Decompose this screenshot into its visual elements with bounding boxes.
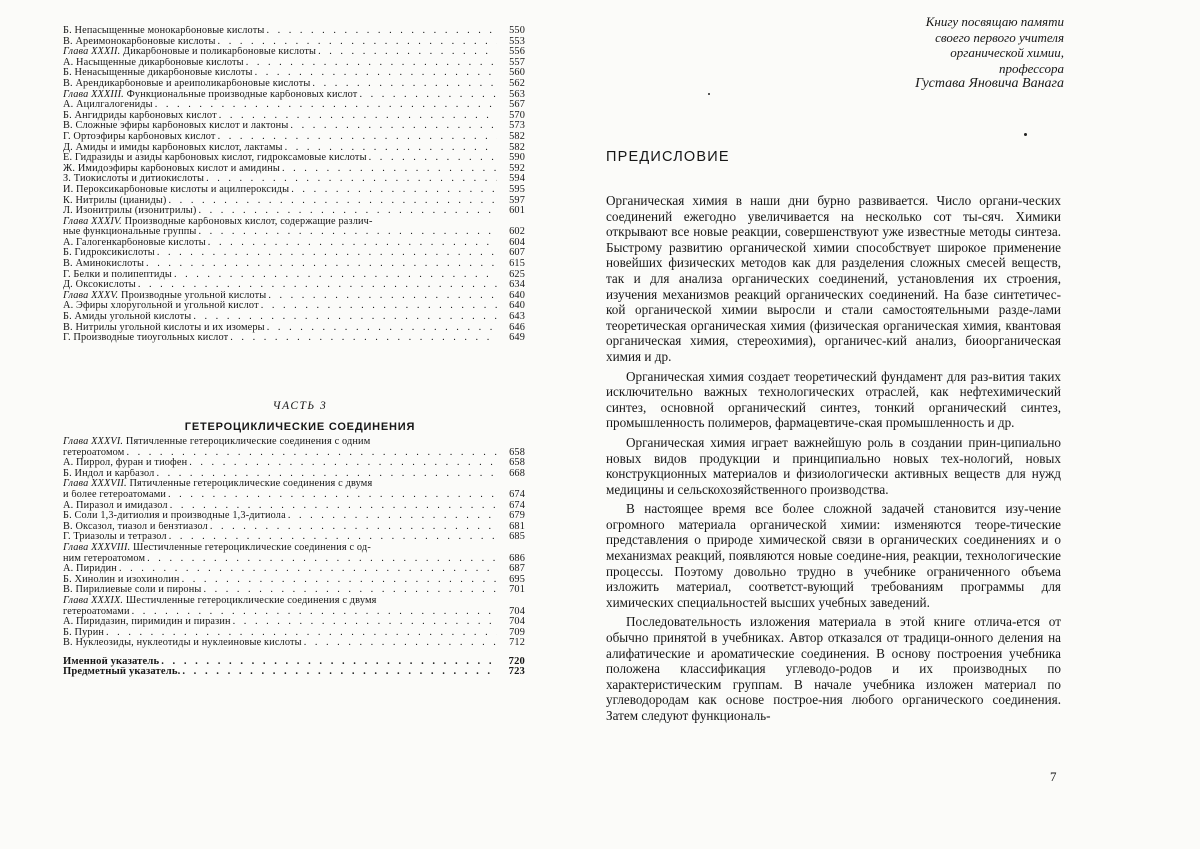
- toc-row: [63, 143, 525, 154]
- toc-row: [63, 585, 525, 596]
- toc-entry-title: [63, 90, 357, 101]
- toc-leader-dots: [124, 448, 497, 459]
- toc-page-number: 601: [509, 206, 525, 217]
- toc-page-number: 582: [509, 131, 525, 142]
- toc-page-number: 602: [509, 227, 525, 238]
- toc-row: [63, 458, 525, 469]
- toc-page-number: 658: [509, 458, 525, 469]
- toc-leader-dots: [266, 291, 497, 302]
- toc-chapter-title: Шестичленные гетероциклические соединения с од-: [133, 542, 371, 553]
- toc-entry-title: гетероатомами: [63, 606, 130, 617]
- part-label: ЧАСТЬ 3: [272, 400, 328, 412]
- toc-entry-title: [63, 479, 372, 490]
- toc-row: [63, 132, 525, 143]
- toc-page-number: 553: [509, 36, 525, 47]
- toc-page-number: 573: [509, 121, 525, 132]
- toc-page-number: 563: [509, 89, 525, 100]
- toc-chapter-title: Функциональные производные карбоновых кислот: [126, 89, 358, 100]
- toc-row: [63, 469, 525, 480]
- toc-entry-title: Предметный указатель.: [63, 667, 181, 678]
- toc-chapter-label: Глава XXXII.: [63, 47, 124, 58]
- toc-row: [63, 301, 525, 312]
- toc-leader-dots: [216, 37, 497, 48]
- toc-row: [63, 511, 525, 522]
- toc-row: [63, 657, 525, 668]
- right-page: [600, 0, 1200, 849]
- toc-row: [63, 280, 525, 291]
- toc-chapter-row: [63, 596, 525, 607]
- toc-row: [63, 121, 525, 132]
- toc-entry-title: ные функциональные группы: [63, 227, 197, 238]
- toc-entry-title: В. Ареимонокарбоновые кислоты: [63, 36, 216, 47]
- toc-leader-dots: [130, 607, 497, 618]
- preface-title: ПРЕДИСЛОВИЕ: [606, 149, 730, 165]
- toc-row: [63, 564, 525, 575]
- toc-entry-title: [63, 596, 377, 607]
- toc-entry-title: Б. Пурин: [63, 627, 105, 638]
- toc-entry-title: З. Тиокислоты и дитиокислоты: [63, 174, 205, 185]
- toc-page-number: 567: [509, 100, 525, 111]
- toc-entry-title: Б. Индол и карбазол: [63, 468, 155, 479]
- print-speck: [708, 93, 710, 95]
- toc-entry-title: Г. Ортоэфиры карбоновых кислот: [63, 131, 216, 142]
- toc-entry-title: [63, 291, 266, 302]
- toc-entry-title: [63, 47, 316, 58]
- toc-entry-title: [63, 217, 373, 228]
- toc-page-number: 686: [509, 553, 525, 564]
- toc-leader-dots: [208, 522, 497, 533]
- toc-chapter-label: Глава XXXV.: [63, 290, 121, 301]
- toc-row: [63, 185, 525, 196]
- toc-leader-dots: [216, 132, 497, 143]
- part-title: ГЕТЕРОЦИКЛИЧЕСКИЕ СОЕДИНЕНИЯ: [184, 421, 416, 433]
- toc-row: [63, 58, 525, 69]
- toc-entry-title: Б. Соли 1,3-дитиолия и производные 1,3-дитиола: [63, 511, 286, 522]
- preface-body: [606, 193, 1061, 728]
- toc-entry-title: [63, 543, 371, 554]
- toc-leader-dots: [201, 585, 497, 596]
- toc-leader-dots: [155, 248, 497, 259]
- toc-row: [63, 248, 525, 259]
- toc-page-number: 570: [509, 110, 525, 121]
- toc-entry-title: Б. Ангидриды карбоновых кислот: [63, 110, 217, 121]
- toc-leader-dots: [289, 185, 497, 196]
- toc-chapter-row: [63, 217, 525, 228]
- toc-page-number: 674: [509, 489, 525, 500]
- toc-leader-dots: [288, 121, 497, 132]
- toc-chapter-title: Шестичленные гетероциклические соединения с двумя: [125, 595, 377, 606]
- toc-entry-title: И. Пероксикарбоновые кислоты и ацилпероксиды: [63, 184, 290, 195]
- toc-entry-title: В. Нитрилы угольной кислоты и их изомеры: [63, 322, 265, 333]
- toc-page-number: 704: [509, 617, 525, 628]
- toc-entry-title: В. Оксазол, тиазол и бензтиазол: [63, 521, 208, 532]
- toc-chapter-label: Глава XXXIII.: [63, 89, 127, 100]
- toc-page-number: 582: [509, 142, 525, 153]
- toc-chapter-title: Дикарбоновые и поликарбоновые кислоты: [123, 47, 317, 58]
- toc-leader-dots: [316, 47, 497, 58]
- toc-leader-dots: [310, 79, 497, 90]
- toc-chapter-row: [63, 90, 525, 101]
- toc-page-number: 550: [509, 26, 525, 36]
- toc-leader-dots: [253, 68, 497, 79]
- toc-entry-title: В. Нуклеозиды, нуклеотиды и нуклеиновые кислоты: [63, 638, 302, 649]
- toc-entry-title: А. Пиридазин, пиримидин и пиразин: [63, 617, 231, 628]
- toc-leader-dots: [196, 206, 497, 217]
- dedication-line: своего первого учителя: [935, 29, 1064, 45]
- toc-leader-dots: [217, 111, 497, 122]
- preface-paragraph: Последовательность изложения материала в этой книге отлича-ется от обычно принятой в учебниках. Автор отказался от традици-онного деления на алифатические и ароматические соединения. В основу построения учебника положена классификация углеводо-родов и их производных по характеристическим группам. В начале учебника изложен материал по углеводородам как основе построе-ния любого органического соединения. Затем следуют функциональ-: [606, 614, 1061, 723]
- toc-leader-dots: [367, 153, 497, 164]
- toc-leader-dots: [167, 532, 497, 543]
- page-number: 7: [1050, 769, 1057, 784]
- toc-page-number: 595: [509, 184, 525, 195]
- toc-chapter-label: Глава XXXVIII.: [63, 542, 134, 553]
- toc-leader-dots: [265, 323, 497, 334]
- toc-page-number: 592: [509, 163, 525, 174]
- toc-entry-title: В. Аминокислоты: [63, 259, 145, 270]
- toc-leader-dots: [144, 259, 497, 270]
- toc-leader-dots: [117, 564, 497, 575]
- toc-entry-title: А. Галогенкарбоновые кислоты: [63, 237, 206, 248]
- toc-row: [63, 628, 525, 639]
- toc-row: [63, 333, 525, 344]
- toc-entry-title: В. Арендикарбоновые и ареиполикарбоновые кислоты: [63, 78, 311, 89]
- toc-row: [63, 68, 525, 79]
- toc-entry-title: А. Ацилгалогениды: [63, 100, 153, 111]
- toc-row: [63, 554, 525, 565]
- toc-page-number: 640: [509, 301, 525, 312]
- toc-page-number: 594: [509, 174, 525, 185]
- toc-row: [63, 312, 525, 323]
- toc-page-number: 643: [509, 312, 525, 323]
- toc-page-number: 723: [508, 667, 525, 678]
- toc-chapter-row: [63, 543, 525, 554]
- toc-entry-title: Б. Хинолин и изохинолин: [63, 574, 180, 585]
- toc-page-number: 646: [509, 322, 525, 333]
- toc-chapter-label: Глава XXXIV.: [63, 216, 125, 227]
- toc-row: [63, 575, 525, 586]
- toc-page-number: 709: [509, 627, 525, 638]
- toc-page-number: 668: [509, 468, 525, 479]
- toc-row: [63, 37, 525, 48]
- toc-row: [63, 196, 525, 207]
- toc-page-number: 679: [509, 511, 525, 522]
- toc-row: [63, 522, 525, 533]
- toc-entry-title: [63, 437, 370, 448]
- toc-page-number: 674: [509, 500, 525, 511]
- toc-row: [63, 164, 525, 175]
- toc-page-number: 640: [509, 290, 525, 301]
- toc-row: [63, 607, 525, 618]
- toc-page-number: 562: [509, 78, 525, 89]
- toc-leader-dots: [145, 554, 497, 565]
- toc-leader-dots: [231, 617, 497, 628]
- toc-chapter-label: Глава XXXIX.: [63, 595, 126, 606]
- toc-page-number: 604: [509, 237, 525, 248]
- toc-leader-dots: [259, 301, 497, 312]
- toc-entry-title: Д. Амиды и имиды карбоновых кислот, лактамы: [63, 142, 283, 153]
- toc-entry-title: Б. Гидроксикислоты: [63, 248, 155, 259]
- toc-entry-title: и более гетероатомами: [63, 489, 167, 500]
- toc-row: [63, 174, 525, 185]
- toc-leader-dots: [196, 227, 497, 238]
- preface-paragraph: Органическая химия в наши дни бурно развивается. Число органи-ческих соединений ежегодно увеличивается на несколько сот ты-сяч. Химики открывают все новые реакции, совершенствуют уже известные методы синтеза. Быстрому развитию органической химии способствует широкое применение новейших физических методов как для разделения сложных смесей веществ, так и для анализа органических соединений, установления их строения, изучения механизмов реакций органических соединений. На базе синтетичес-кой органической химии выросли и стали самостоятельными разде-лами теоретическая органическая химия (физическая органическая химия, квантовая органическая химия, стереохимия), органичес-кий анализ, биоорганическая химия и др.: [606, 193, 1061, 364]
- toc-chapter-title: Пятичленные гетероциклические соединения с одним: [125, 437, 371, 447]
- toc-part2-tail: [63, 26, 525, 344]
- toc-entry-title: гетероатомом: [63, 447, 125, 458]
- toc-chapter-row: [63, 479, 525, 490]
- toc-chapter-row: [63, 291, 525, 302]
- toc-leader-dots: [244, 58, 497, 69]
- toc-leader-dots: [136, 280, 497, 291]
- toc-page-number: 685: [509, 532, 525, 543]
- toc-page-number: 625: [509, 269, 525, 280]
- toc-entry-title: В. Сложные эфиры карбоновых кислот и лактоны: [63, 121, 289, 132]
- toc-page-number: 615: [509, 259, 525, 270]
- toc-entry-title: Е. Гидразиды и азиды карбоновых кислот, гидроксамовые кислоты: [63, 153, 367, 164]
- toc-entry-title: А. Пиррол, фуран и тиофен: [63, 458, 188, 469]
- toc-entry-title: Г. Производные тиоугольных кислот: [63, 333, 229, 344]
- toc-leader-dots: [302, 638, 497, 649]
- toc-entry-title: А. Насыщенные дикарбоновые кислоты: [63, 57, 244, 68]
- toc-leader-dots: [172, 270, 497, 281]
- toc-row: [63, 667, 525, 678]
- toc-leader-dots: [191, 312, 497, 323]
- toc-row: [63, 448, 525, 459]
- toc-row: [63, 79, 525, 90]
- toc-row: [63, 227, 525, 238]
- toc-page-number: 557: [509, 57, 525, 68]
- toc-page-number: 597: [509, 195, 525, 206]
- toc-leader-dots: [206, 238, 497, 249]
- toc-leader-dots: [153, 100, 497, 111]
- toc-entry-title: Г. Триазолы и тетразол: [63, 532, 167, 543]
- toc-leader-dots: [154, 469, 497, 480]
- toc-chapter-label: Глава XXXVII.: [63, 479, 130, 490]
- toc-leader-dots: [204, 174, 497, 185]
- toc-leader-dots: [357, 90, 497, 101]
- toc-row: [63, 238, 525, 249]
- toc-leader-dots: [280, 164, 497, 175]
- toc-page-number: 681: [509, 521, 525, 532]
- toc-page-number: 701: [509, 585, 525, 596]
- toc-leader-dots: [180, 575, 497, 586]
- toc-entry-title: Д. Оксокислоты: [63, 280, 136, 291]
- dedication-line: Книгу посвящаю памяти: [925, 14, 1064, 29]
- toc-row: [63, 323, 525, 334]
- toc-page-number: 687: [509, 564, 525, 575]
- toc-row: [63, 532, 525, 543]
- toc-row: [63, 111, 525, 122]
- toc-entry-title: В. Пирилиевые соли и пироны: [63, 585, 202, 596]
- toc-page-number: 634: [509, 280, 525, 291]
- toc-leader-dots: [180, 667, 497, 678]
- toc-row: [63, 501, 525, 512]
- toc-entry-title: А. Пиразол и имидазол: [63, 500, 168, 511]
- toc-page-number: 560: [509, 68, 525, 79]
- toc-entry-title: А. Эфиры хлоругольной и угольной кислот: [63, 301, 259, 312]
- toc-entry-title: Именной указатель: [63, 656, 160, 667]
- toc-entry-title: Ж. Имидоэфиры карбоновых кислот и амидины: [63, 163, 280, 174]
- toc-leader-dots: [166, 490, 497, 501]
- print-speck: [1024, 133, 1027, 136]
- toc-leader-dots: [167, 196, 497, 207]
- toc-chapter-row: [63, 437, 525, 448]
- toc-chapter-title: Пятичленные гетероциклические соединения с двумя: [129, 479, 373, 490]
- toc-leader-dots: [187, 458, 497, 469]
- toc-leader-dots: [168, 501, 497, 512]
- toc-page-number: 607: [509, 248, 525, 259]
- toc-page-number: 695: [509, 574, 525, 585]
- toc-page-number: 712: [509, 638, 525, 649]
- toc-entry-title: Б. Непасыщенные монокарбоновые кислоты: [63, 26, 265, 36]
- toc-page-number: 720: [508, 656, 525, 667]
- toc-chapter-title: Производные угольной кислоты: [120, 290, 267, 301]
- toc-entry-title: Г. Белки и полипептиды: [63, 269, 172, 280]
- toc-entry-title: К. Нитрилы (цианиды): [63, 195, 167, 206]
- preface-paragraph: Органическая химия играет важнейшую роль в создании прин-ципиально новых видов продукции и принципиально новых тех-нологий, новых конструкционных материалов и физиологически активных веществ для нужд медицины и сельскохозяйственного производства.: [606, 434, 1061, 497]
- toc-row: [63, 490, 525, 501]
- toc-page-number: 556: [509, 47, 525, 58]
- toc-leader-dots: [286, 511, 497, 522]
- toc-leader-dots: [228, 333, 497, 344]
- toc-page-number: 658: [509, 447, 525, 458]
- toc-row: [63, 270, 525, 281]
- preface-paragraph: В настоящее время все более сложной задачей становится изу-чение огромного материала органической химии: изменяются теоре-тические представления о природе химической связи в органических соединениях и о механизмах реакций, появляются новые соедине-ния, реакции, технологические процессы. Поэтому довольно трудно в учебнике ограниченного объема изложить материал, соответст-вующий требованиям программы для химических специальностей высших учебных заведений.: [606, 501, 1061, 610]
- toc-page-number: 649: [509, 333, 525, 344]
- toc-chapter-label: Глава XXXVI.: [63, 437, 126, 447]
- toc-row: [63, 26, 525, 37]
- toc-leader-dots: [159, 657, 497, 668]
- preface-paragraph: Органическая химия создает теоретический фундамент для раз-вития таких исключительно важных технологических отраслей, как нефтехимический синтез, основной органический синтез, тонкий органический синтез, промышленность полимеров, фармацевтиче-ская промышленность и др.: [606, 368, 1061, 431]
- toc-chapter-row: [63, 47, 525, 58]
- dedication-line: Густава Яновича Ванага: [915, 76, 1064, 91]
- dedication-line: профессора: [998, 60, 1064, 76]
- toc-leader-dots: [104, 628, 497, 639]
- toc-entry-title: Б. Ненасыщенные дикарбоновые кислоты: [63, 68, 253, 79]
- toc-entry-title: Л. Изонитрилы (изонитрилы): [63, 206, 197, 217]
- toc-entry-title: ним гетероатомом: [63, 553, 146, 564]
- dedication-line: органической химии,: [950, 45, 1064, 60]
- toc-part3: [63, 437, 525, 678]
- toc-row: [63, 638, 525, 649]
- toc-leader-dots: [264, 26, 497, 37]
- toc-chapter-title: Производные карбоновых кислот, содержащие различ-: [124, 216, 373, 227]
- toc-row: [63, 153, 525, 164]
- toc-entry-title: Б. Амиды угольной кислоты: [63, 312, 192, 323]
- toc-page-number: 704: [509, 606, 525, 617]
- toc-row: [63, 100, 525, 111]
- toc-leader-dots: [283, 143, 497, 154]
- toc-row: [63, 617, 525, 628]
- toc-row: [63, 259, 525, 270]
- toc-page-number: 590: [509, 153, 525, 164]
- toc-entry-title: А. Пиридин: [63, 564, 117, 575]
- toc-row: [63, 206, 525, 217]
- dedication: [844, 14, 1064, 92]
